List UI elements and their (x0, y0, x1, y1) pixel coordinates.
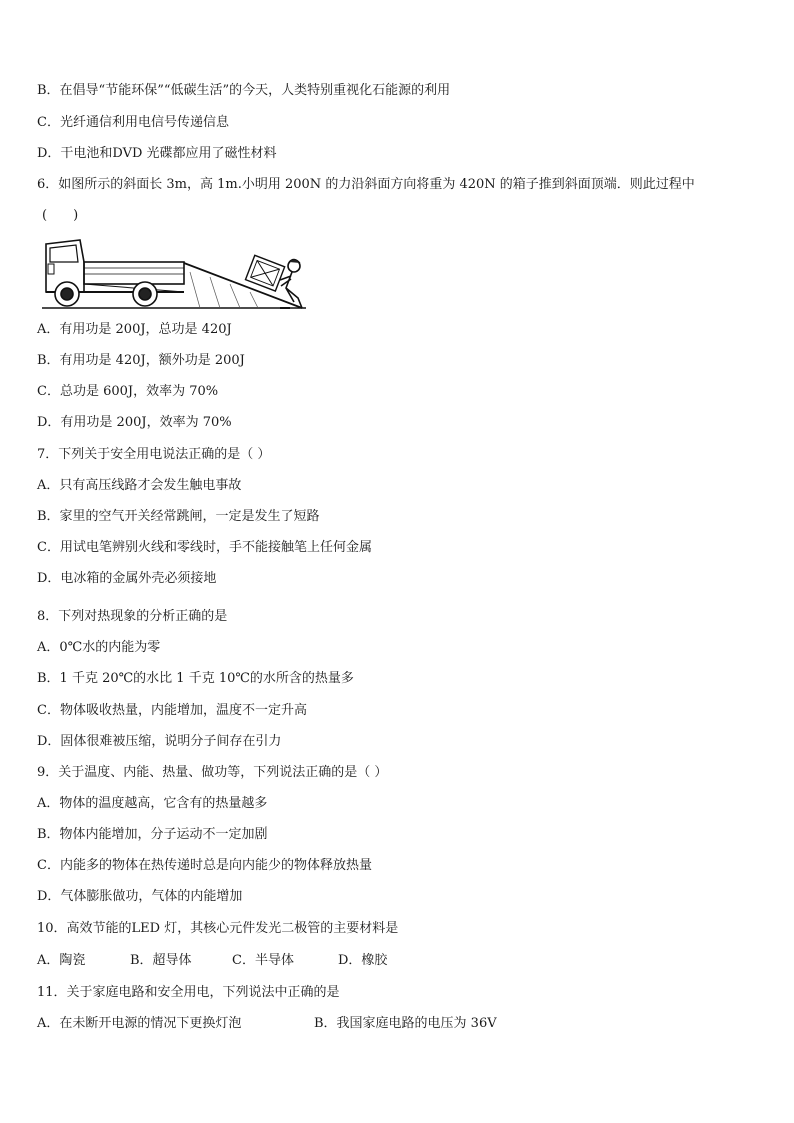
q11-stem: 11．关于家庭电路和安全用电，下列说法中正确的是 (37, 985, 340, 1000)
truck-ramp-figure (40, 232, 308, 316)
q10-option-c: C．半导体 (232, 953, 294, 968)
q5-option-c: C．光纤通信利用电信号传递信息 (37, 115, 229, 130)
q6-option-b: B．有用功是 420J，额外功是 200J (37, 353, 245, 368)
q6-answer-paren: ( ) (42, 208, 79, 223)
q9-option-b: B．物体内能增加，分子运动不一定加剧 (37, 827, 268, 842)
q5-option-b: B．在倡导“节能环保”“低碳生活”的今天，人类特别重视化石能源的利用 (37, 83, 451, 98)
q8-option-d: D．固体很难被压缩，说明分子间存在引力 (37, 734, 282, 749)
q9-stem: 9．关于温度、内能、热量、做功等，下列说法正确的是（ ） (37, 765, 388, 780)
q6-option-d: D．有用功是 200J，效率为 70% (37, 415, 232, 430)
q7-option-c: C．用试电笔辨别火线和零线时，手不能接触笔上任何金属 (37, 540, 372, 555)
q8-option-b: B．1 千克 20℃的水比 1 千克 10℃的水所含的热量多 (37, 671, 354, 686)
ramp-plane (184, 263, 302, 308)
q7-stem: 7．下列关于安全用电说法正确的是（ ） (37, 447, 271, 462)
q8-option-c: C．物体吸收热量，内能增加，温度不一定升高 (37, 703, 307, 718)
q9-option-d: D．气体膨胀做功，气体的内能增加 (37, 889, 243, 904)
q9-option-c: C．内能多的物体在热传递时总是向内能少的物体释放热量 (37, 858, 372, 873)
q8-option-a: A．0℃水的内能为零 (37, 640, 161, 655)
q7-option-a: A．只有高压线路才会发生触电事故 (37, 478, 242, 493)
q11-option-b: B．我国家庭电路的电压为 36V (314, 1016, 497, 1031)
truck-illustration (46, 240, 184, 306)
q10-option-d: D．橡胶 (338, 953, 388, 968)
q5-option-d: D．干电池和DVD 光碟都应用了磁性材料 (37, 146, 277, 161)
q10-option-b: B．超导体 (130, 953, 192, 968)
q6-option-a: A．有用功是 200J，总功是 420J (37, 322, 232, 337)
q7-option-d: D．电冰箱的金属外壳必须接地 (37, 571, 217, 586)
crate-illustration (245, 255, 284, 291)
q6-option-c: C．总功是 600J，效率为 70% (37, 384, 219, 399)
q9-option-a: A．物体的温度越高，它含有的热量越多 (37, 796, 268, 811)
q11-option-a: A．在未断开电源的情况下更换灯泡 (37, 1016, 242, 1031)
q8-stem: 8．下列对热现象的分析正确的是 (37, 609, 228, 624)
q7-option-b: B．家里的空气开关经常跳闸，一定是发生了短路 (37, 509, 320, 524)
q10-stem: 10．高效节能的LED 灯，其核心元件发光二极管的主要材料是 (37, 921, 399, 936)
q10-option-a: A．陶瓷 (37, 953, 86, 968)
q6-stem: 6．如图所示的斜面长 3m，高 1m.小明用 200N 的力沿斜面方向将重为 420N 的箱子推到斜面顶端．则此过程中 (37, 177, 695, 192)
